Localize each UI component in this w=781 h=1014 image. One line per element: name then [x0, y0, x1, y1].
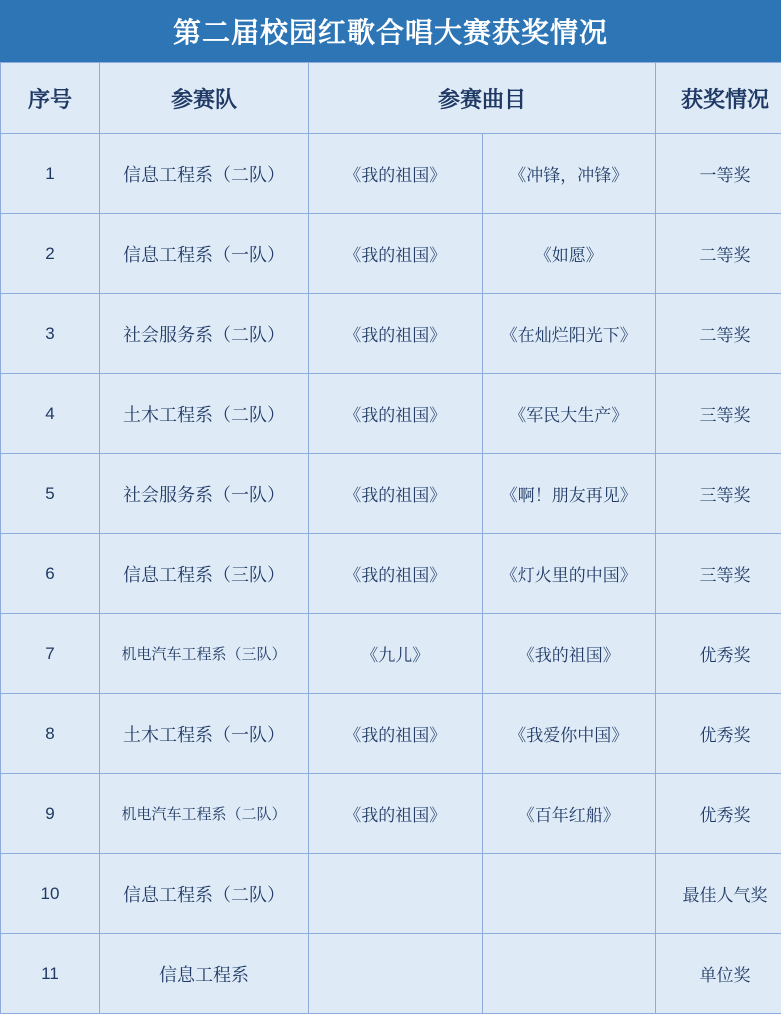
cell-song-first: 《我的祖国》 [309, 694, 483, 774]
cell-award: 三等奖 [656, 374, 781, 454]
table-header [1, 63, 781, 134]
table-row [1, 614, 781, 694]
cell-index: 6 [1, 534, 100, 614]
cell-song-second: 《军民大生产》 [482, 374, 656, 454]
cell-award: 优秀奖 [656, 614, 781, 694]
cell-song-first: 《我的祖国》 [309, 134, 483, 214]
cell-song-second: 《我爱你中国》 [482, 694, 656, 774]
cell-song-first: 《我的祖国》 [309, 294, 483, 374]
cell-song-second: 《啊！朋友再见》 [482, 454, 656, 534]
cell-song-second: 《冲锋，冲锋》 [482, 134, 656, 214]
cell-song-first: 《我的祖国》 [309, 374, 483, 454]
cell-song-second: 《我的祖国》 [482, 614, 656, 694]
cell-award: 三等奖 [656, 534, 781, 614]
column-header-award: 获奖情况 [656, 63, 781, 134]
table-row [1, 694, 781, 774]
cell-index: 10 [1, 854, 100, 934]
cell-award: 二等奖 [656, 214, 781, 294]
cell-song-first [309, 934, 483, 1014]
cell-song-first: 《九儿》 [309, 614, 483, 694]
cell-award: 三等奖 [656, 454, 781, 534]
cell-team: 社会服务系（二队） [100, 294, 309, 374]
cell-award: 优秀奖 [656, 774, 781, 854]
cell-song-second [482, 854, 656, 934]
cell-index: 3 [1, 294, 100, 374]
cell-team: 信息工程系（二队） [100, 134, 309, 214]
column-header-team: 参赛队 [100, 63, 309, 134]
header-row [1, 63, 781, 134]
table-row [1, 854, 781, 934]
cell-award: 最佳人气奖 [656, 854, 781, 934]
table-row [1, 774, 781, 854]
cell-song-first: 《我的祖国》 [309, 214, 483, 294]
table-row [1, 294, 781, 374]
column-header-index: 序号 [1, 63, 100, 134]
cell-team: 信息工程系 [100, 934, 309, 1014]
cell-song-second: 《在灿烂阳光下》 [482, 294, 656, 374]
cell-index: 9 [1, 774, 100, 854]
cell-song-second: 《灯火里的中国》 [482, 534, 656, 614]
cell-team: 信息工程系（一队） [100, 214, 309, 294]
cell-song-second: 《如愿》 [482, 214, 656, 294]
cell-team: 机电汽车工程系（二队） [100, 774, 309, 854]
cell-song-first: 《我的祖国》 [309, 774, 483, 854]
cell-index: 5 [1, 454, 100, 534]
cell-index: 11 [1, 934, 100, 1014]
cell-team: 信息工程系（二队） [100, 854, 309, 934]
cell-award: 优秀奖 [656, 694, 781, 774]
cell-team: 土木工程系（二队） [100, 374, 309, 454]
award-table [0, 62, 781, 1014]
cell-team: 土木工程系（一队） [100, 694, 309, 774]
cell-index: 8 [1, 694, 100, 774]
cell-team: 信息工程系（三队） [100, 534, 309, 614]
cell-song-second [482, 934, 656, 1014]
table-row [1, 134, 781, 214]
page-title: 第二届校园红歌合唱大赛获奖情况 [0, 0, 781, 62]
cell-index: 1 [1, 134, 100, 214]
table-row [1, 374, 781, 454]
cell-song-first [309, 854, 483, 934]
cell-award: 二等奖 [656, 294, 781, 374]
cell-song-first: 《我的祖国》 [309, 534, 483, 614]
cell-team: 社会服务系（一队） [100, 454, 309, 534]
table-body [1, 134, 781, 1014]
cell-award: 单位奖 [656, 934, 781, 1014]
table-row [1, 534, 781, 614]
cell-award: 一等奖 [656, 134, 781, 214]
cell-song-second: 《百年红船》 [482, 774, 656, 854]
table-row [1, 934, 781, 1014]
cell-index: 2 [1, 214, 100, 294]
cell-song-first: 《我的祖国》 [309, 454, 483, 534]
cell-index: 4 [1, 374, 100, 454]
column-header-songs: 参赛曲目 [309, 63, 656, 134]
table-row [1, 454, 781, 534]
cell-index: 7 [1, 614, 100, 694]
cell-team: 机电汽车工程系（三队） [100, 614, 309, 694]
table-row [1, 214, 781, 294]
